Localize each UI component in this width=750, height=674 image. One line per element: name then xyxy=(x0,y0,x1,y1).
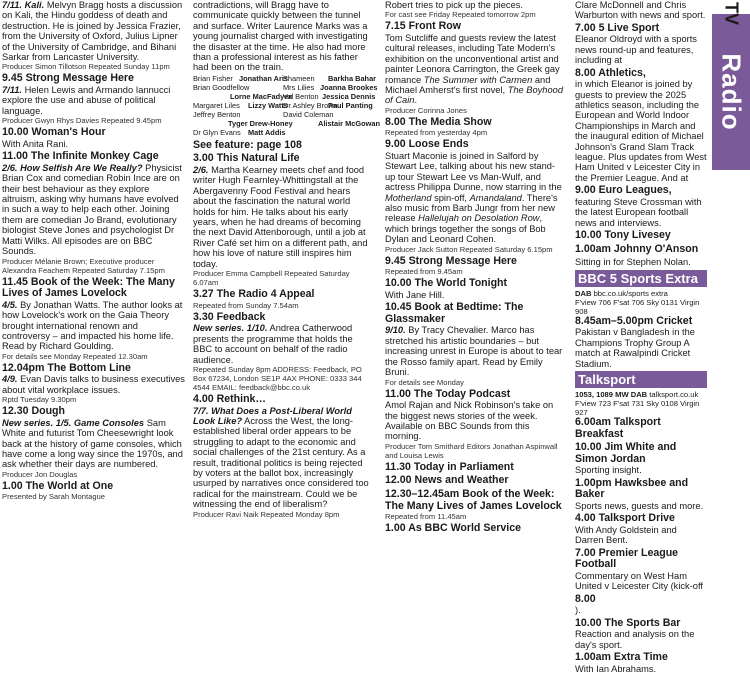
programme-description xyxy=(575,34,707,65)
programme-heading xyxy=(193,153,371,165)
programme-time: 3.30 xyxy=(193,310,214,323)
description-text: featuring Steve Crossman with the latest European football news and interviews. xyxy=(575,196,702,228)
description-text: Eleanor Oldroyd with a sports news round-up and features, including at xyxy=(575,34,697,66)
programme-title: The Radio 4 Appeal xyxy=(216,288,315,301)
cast-member: Lorne MacFadyen xyxy=(230,91,293,101)
programme-listing xyxy=(2,127,185,149)
programme-title: Talksport Drive xyxy=(598,512,675,525)
programme-time: 7.00 xyxy=(575,546,596,559)
programme-heading xyxy=(2,151,185,163)
programme-title: The Media Show xyxy=(408,115,492,128)
description-text: With Andy Goldstein and Darren Bent. xyxy=(575,524,677,546)
programme-listing xyxy=(193,312,371,392)
episode-lead: 7/11. xyxy=(2,85,22,96)
description-text: ). xyxy=(575,605,581,616)
programme-heading xyxy=(575,230,707,242)
programme-listing xyxy=(385,256,564,277)
cast-member: Brian Goodfellow xyxy=(193,82,250,92)
programme-title: This Natural Life xyxy=(216,152,300,165)
programme-time: 10.00 xyxy=(575,441,602,454)
production-credits: Producer Emma Campbell Repeated Saturday 6.07am xyxy=(193,269,350,288)
programme-listing xyxy=(385,278,564,300)
programme-time: 4.00 xyxy=(193,392,214,405)
production-credits: Repeated from yesterday 4pm xyxy=(385,128,488,138)
cast-member: Joanna Brookes xyxy=(320,82,378,92)
programme-description xyxy=(575,629,707,650)
cast-member: Barkha Bahar xyxy=(328,73,377,83)
programme-listing xyxy=(575,185,707,228)
programme-description xyxy=(2,418,185,470)
programme-listing xyxy=(575,478,707,512)
programme-description xyxy=(2,139,185,149)
production-credits: Producer Jon Douglas xyxy=(2,469,78,479)
description-text: Sam White and futurist Tom Cheesewright look back at the history of game consoles, which have come a long way since the 1970s, and ask whether their days are numbered. xyxy=(2,417,183,470)
programme-title: The Sports Bar xyxy=(604,616,681,629)
programme-title: Book at Bedtime: The Glassmaker xyxy=(385,301,524,325)
programme-title: Cricket xyxy=(656,314,693,327)
cast-member: Margaret Liles xyxy=(193,100,240,110)
programme-listing xyxy=(575,618,707,650)
cast-member: Val Benton xyxy=(283,91,319,101)
programme-time: 12.30–12.45am xyxy=(385,487,460,500)
programme-time: 12.00 xyxy=(385,474,412,487)
episode-lead: New series. 1/5. Game Consoles xyxy=(2,417,145,428)
programme-title: Dough xyxy=(31,405,66,418)
programme-title: Rethink… xyxy=(216,392,267,405)
programme-title: The Infinite Monkey Cage xyxy=(30,150,159,163)
radio-section-tab xyxy=(712,0,750,170)
description-text: Sitting in for Stephen Nolan. xyxy=(575,257,691,268)
programme-time: 3.27 xyxy=(193,288,214,301)
programme-title: Johnny O'Anson xyxy=(613,242,699,255)
column-4 xyxy=(575,0,707,674)
programme-heading xyxy=(575,478,707,501)
programme-description xyxy=(575,525,707,546)
programme-listing xyxy=(575,417,707,440)
cast-member: Matt Addis xyxy=(248,127,286,137)
episode-lead: 7/7. What Does a Post-Liberal World Look Like? xyxy=(193,405,352,426)
programme-time: 9.45 xyxy=(385,254,406,267)
programme-heading xyxy=(193,289,371,301)
production-credits: For details see Monday Repeated 12.30am xyxy=(2,351,148,361)
description-text: Helen Lewis and Armando Iannucci explore the use and abuse of political language. xyxy=(2,85,171,116)
programme-time: 8.45am–5.00pm xyxy=(575,314,654,327)
programme-listing xyxy=(2,406,185,479)
cast-member: Dr Glyn Evans xyxy=(193,127,241,137)
programme-description xyxy=(2,0,185,62)
programme-listing xyxy=(385,117,564,138)
description-text: Sports news, guests and more. xyxy=(575,500,704,511)
description-text: Reaction and analysis on the day's sport. xyxy=(575,629,695,650)
programme-title: The Today Podcast xyxy=(413,387,511,400)
episode-lead: 7/11. Kali. xyxy=(2,0,45,10)
programme-time: 11.45 xyxy=(2,275,28,288)
column-3 xyxy=(385,0,564,535)
feature-reference: See feature: page 108 xyxy=(193,138,302,151)
programme-title: The World at One xyxy=(25,479,114,492)
cast-member: Mrs Lilies xyxy=(283,82,315,92)
programme-listing xyxy=(2,151,185,274)
programme-listing xyxy=(385,139,564,253)
programme-title: Premier League Football xyxy=(575,546,679,571)
programme-description xyxy=(575,465,707,475)
programme-heading xyxy=(193,312,371,324)
description-text: Stuart Maconie is joined in Salford by Stewart Lee, talking about his new stand-up tour Stewart Lee vs Man-Wulf, and actress Philippa Dunne, now starring in the Motherland spin-off, Amandaland. There's also music from Barb Jungr from her new release Hallelujah on Desolation Row, which brings together the songs of Bob Dylan and Leonard Cohen. xyxy=(385,151,562,245)
programme-time: 10.45 xyxy=(385,301,412,314)
description-text: Sporting insight. xyxy=(575,465,642,476)
cast-list xyxy=(193,73,381,138)
programme-heading xyxy=(575,652,707,664)
programme-title: As BBC World Service xyxy=(408,522,522,535)
description-text: Across the West, the long-established liberal order appears to be struggling to adapt to the economic and social challenges of the 21st century. As a result, traditional politics is being rejected by voters at the ballot box, increasingly usurped by narratives once considered too radical for the mainstream. Could we be witnessing the end of liberalism? xyxy=(193,415,369,510)
programme-title: The Bottom Line xyxy=(47,361,131,374)
programme-description xyxy=(193,165,371,269)
programme-time: 10.00 xyxy=(385,277,412,290)
channel-band-5-sports-extra: BBC 5 Sports Extra xyxy=(575,270,707,287)
programme-title: Strong Message Here xyxy=(408,254,517,267)
cast-member: Jonathan Aris xyxy=(239,73,289,83)
programme-time: 6.00am xyxy=(575,415,611,428)
programme-description xyxy=(193,323,371,365)
programme-time: 12.04pm xyxy=(2,361,45,374)
description-text: By Jonathan Watts. The author looks at how Lovelock's work on the Gaia Theory brought international renown and controversy – and impacted his home life. Read by Richard Goulding. xyxy=(2,299,183,352)
description-text: Commentary on West Ham United v Leicester City (kick-off xyxy=(575,570,703,592)
production-credits: Repeated from Sunday 7.54am xyxy=(193,300,299,310)
programme-listing xyxy=(193,153,371,287)
programme-description xyxy=(385,0,564,10)
programme-description xyxy=(2,374,185,395)
programme-listing xyxy=(2,363,185,404)
programme-heading xyxy=(385,489,564,512)
cast-member: Tyger Drew-Honey xyxy=(228,118,293,128)
programme-heading xyxy=(575,23,707,35)
programme-heading xyxy=(575,417,707,440)
programme-heading xyxy=(385,278,564,290)
programme-listing xyxy=(2,277,185,361)
programme-title: Book of the Week: The Many Lives of James Lovelock xyxy=(385,487,562,512)
programme-heading xyxy=(575,316,707,328)
programme-heading xyxy=(2,127,185,139)
programme-time: 8.00 xyxy=(385,115,406,128)
description-text: Andrea Catherwood presents the programme that holds the BBC to account on behalf of the radio audience. xyxy=(193,323,353,365)
description-text: By Tracy Chevalier. Marco has stretched his artistic boundaries – but increasing unrest in Europe is about to tear the Rosso family apart. Read by Emily Bruni. xyxy=(385,325,563,378)
channel-band-talksport: Talksport xyxy=(575,371,707,388)
programme-title: Euro Leagues, xyxy=(598,184,672,197)
programme-title: Today in Parliament xyxy=(413,460,514,473)
programme-time: 1.00am xyxy=(575,242,611,255)
programme-heading xyxy=(2,73,185,85)
programme-time: 7.15 xyxy=(385,20,406,33)
programme-time: 1.00 xyxy=(385,522,406,535)
production-credits: Presented by Sarah Montague xyxy=(2,492,106,502)
programme-listing xyxy=(385,462,564,474)
programme-time: 10.00 xyxy=(575,616,602,629)
production-credits: Producer Ravi Naik Repeated Monday 8pm xyxy=(193,509,340,519)
description-text: With Jane Hill. xyxy=(385,289,445,300)
programme-time: 9.45 xyxy=(2,72,23,85)
programme-heading xyxy=(385,256,564,268)
production-credits: Producer Jack Sutton Repeated Saturday 6.15pm xyxy=(385,244,553,254)
programme-time: 10.00 xyxy=(2,126,29,139)
cast-member: Jessica Dennis xyxy=(322,91,376,101)
programme-listing xyxy=(2,481,185,502)
programme-listing xyxy=(385,21,564,114)
programme-heading xyxy=(575,618,707,630)
description-text: Clare McDonnell and Chris Warburton with news and sport. xyxy=(575,0,706,21)
description-text: Melvyn Bragg hosts a discussion on Kali, the Hindu goddess of death and destruction. He is joined by Jessica Frazier, from the University of Oxford, Julius Lipner of the University of Cambridge, and Bihani Sarkar from Lancaster University. xyxy=(2,0,183,63)
tv-section-label: TV xyxy=(721,1,742,26)
programme-time: 9.00 xyxy=(575,184,596,197)
production-credits: Repeated Sunday 8pm ADDRESS: Feedback, PO Box 67234, London SE1P 4AX PHONE: 0333 344 4544 EMAIL: feedback@bbc.co.uk xyxy=(193,364,362,392)
radio-section-label: Radio xyxy=(716,53,747,131)
programme-title: News and Weather xyxy=(414,474,509,487)
programme-title: Tony Livesey xyxy=(604,229,671,242)
cast-member: Jeffrey Benton xyxy=(193,109,241,119)
programme-listing xyxy=(2,0,185,71)
programme-listing xyxy=(575,244,707,256)
cast-member: Dr Ashley Brown xyxy=(283,100,338,110)
programme-title: Feedback xyxy=(216,310,266,323)
programme-description xyxy=(575,0,707,21)
description-text: Martha Kearney meets chef and food writer Hugh Fearnley-Whittingstall at the Abergavenny Food Festival and hears about the fascination the natural world holds for him. He talks about his early years, when he had dreams of becoming the next David Attenborough, until a job at River Café set him on a different path, and how his love of nature still inspires him today. xyxy=(193,165,368,269)
programme-description xyxy=(575,501,707,511)
programme-heading xyxy=(385,302,564,325)
programme-heading xyxy=(2,481,185,493)
programme-time: 3.00 xyxy=(193,152,214,165)
programme-heading xyxy=(385,523,564,535)
programme-title: The World Tonight xyxy=(414,277,508,290)
description-text: in which Eleanor is joined by guests to preview the 2025 athletics season, including the European and World Indoor Championships in March and the inaugural edition of Michael Johnson's Grand Slam Track league. Plus updates from West Ham United v Leicester City in the Premier League. And at xyxy=(575,79,707,183)
description-text: With Ian Abrahams. xyxy=(575,663,657,674)
programme-listing xyxy=(575,513,707,545)
production-credits: Repeated from 11.45am xyxy=(385,512,467,522)
programme-heading xyxy=(385,475,564,487)
channel-frequencies: DAB bbc.co.uk/sports extra F'view 706 F'sat 706 Sky 0131 Virgin 908 xyxy=(575,288,700,316)
production-credits: For cast see Friday Repeated tomorrow 2pm xyxy=(385,10,536,20)
programme-description xyxy=(385,400,564,442)
programme-title: Athletics, xyxy=(598,66,646,79)
programme-description xyxy=(2,300,185,352)
programme-listing xyxy=(575,442,707,476)
description-text: Physicist Brian Cox and comedian Robin Ince are on their best behaviour as they explore altruism, asking why humans have evolved in such a way to help each other. Joining them are comedian Jo Brand, evolutionary biologist Steve Jones and psychologist Dr Matti Wilks. All episodes are on BBC Sounds. xyxy=(2,162,182,257)
programme-title: Book of the Week: The Many Lives of James Lovelock xyxy=(2,275,175,300)
production-credits: Producer Mélanie Brown; Executive producer Alexandra Feachem Repeated Saturday 7.15pm xyxy=(2,256,165,275)
programme-description xyxy=(2,163,185,257)
programme-description xyxy=(575,257,707,267)
programme-description xyxy=(575,605,707,615)
programme-heading xyxy=(575,244,707,256)
programme-time: 4.00 xyxy=(575,512,596,525)
programme-time: 8.00 xyxy=(575,592,596,605)
programme-time: 11.30 xyxy=(385,460,411,473)
programme-listing xyxy=(575,652,707,674)
description-text: Robert tries to pick up the pieces. xyxy=(385,0,523,10)
production-credits: Rptd Tuesday 9.30pm xyxy=(2,395,77,405)
production-credits: Producer Tom Smithard Editors Jonathan Aspinwall and Louisa Lewis xyxy=(385,441,558,460)
programme-heading xyxy=(575,442,707,465)
programme-title: 5 Live Sport xyxy=(598,21,660,34)
programme-title: Woman's Hour xyxy=(31,126,106,139)
programme-description xyxy=(2,85,185,116)
programme-heading xyxy=(575,185,707,197)
programme-time: 12.30 xyxy=(2,405,29,418)
programme-time: 8.00 xyxy=(575,66,596,79)
production-credits: Producer Gwyn Rhys Davies Repeated 9.45pm xyxy=(2,116,162,126)
programme-heading xyxy=(193,394,371,406)
programme-title: Hawksbee and Baker xyxy=(575,476,689,501)
episode-lead: 2/6. xyxy=(193,165,209,176)
programme-listing xyxy=(385,0,564,19)
episode-lead: 4/9. xyxy=(2,374,18,385)
programme-description xyxy=(575,664,707,674)
production-credits: Producer Simon Tillotson Repeated Sunday 11pm xyxy=(2,62,170,72)
programme-description xyxy=(193,0,371,73)
programme-description xyxy=(193,406,371,510)
programme-heading xyxy=(575,68,707,80)
programme-title: Front Row xyxy=(408,20,461,33)
programme-title: Jim White and Simon Jordan xyxy=(575,441,677,465)
cast-member: Lizzy Watts xyxy=(248,100,288,110)
programme-listing xyxy=(575,0,707,21)
programme-time: 10.00 xyxy=(575,229,602,242)
column-2 xyxy=(193,0,381,519)
programme-heading xyxy=(2,277,185,300)
programme-title: Talksport Breakfast xyxy=(575,415,661,440)
programme-description xyxy=(575,327,707,369)
programme-listing xyxy=(193,394,371,519)
tv-section-tab xyxy=(712,0,750,26)
cast-member: Alistair McGowan xyxy=(318,118,381,128)
description-text: Pakistan v Bangladesh in the Champions Trophy Group A match at Rawalpindi Cricket Stadium. xyxy=(575,327,695,369)
description-text: contradictions, will Bragg have to communicate quickly between the tunnel and surface. Writer Laurence Marks was a young journalist charged with investigating the disaster at the time. He also had more than a professional interest as his father had been on the train. xyxy=(193,0,368,73)
programme-time: 7.00 xyxy=(575,21,596,34)
programme-heading xyxy=(575,594,707,606)
episode-lead: 2/6. How Selfish Are We Really? xyxy=(2,162,143,173)
programme-description xyxy=(385,290,564,300)
programme-time: 1.00 xyxy=(2,479,23,492)
episode-lead: 9/10. xyxy=(385,325,406,336)
production-credits: Repeated from 9.45am xyxy=(385,267,463,277)
programme-listing xyxy=(2,73,185,125)
programme-description xyxy=(575,79,707,183)
programme-time: 9.00 xyxy=(385,138,406,151)
programme-description xyxy=(385,325,564,377)
programme-time: 11.00 xyxy=(385,387,411,400)
description-text: Amol Rajan and Nick Robinson's take on the biggest news stories of the week. Available on BBC Sounds from this morning. xyxy=(385,400,554,442)
programme-listing xyxy=(385,489,564,521)
production-credits: Producer Corinna Jones xyxy=(385,105,467,115)
programme-listing xyxy=(193,289,371,310)
programme-heading xyxy=(575,548,707,571)
cast-member: Paul Panting xyxy=(328,100,373,110)
programme-title: Extra Time xyxy=(613,651,668,664)
programme-heading xyxy=(385,389,564,401)
description-text: With Anita Rani. xyxy=(2,138,69,149)
programme-listing xyxy=(575,594,707,616)
programme-heading xyxy=(385,21,564,33)
programme-title: Loose Ends xyxy=(408,138,469,151)
cast-member: Brian Fisher xyxy=(193,73,233,83)
episode-lead: New series. 1/10. xyxy=(193,323,268,334)
programme-heading xyxy=(2,363,185,375)
programme-heading xyxy=(385,139,564,151)
column-1 xyxy=(2,0,185,502)
description-text: Evan Davis talks to business executives about vital workplace issues. xyxy=(2,374,185,395)
programme-title: Strong Message Here xyxy=(25,72,134,85)
programme-time: 1.00am xyxy=(575,651,611,664)
production-credits: For details see Monday xyxy=(385,377,464,387)
programme-listing xyxy=(575,68,707,184)
programme-time: 1.00pm xyxy=(575,476,612,489)
side-margin xyxy=(712,170,750,421)
programme-listing xyxy=(575,257,707,267)
programme-heading xyxy=(385,117,564,129)
programme-listing xyxy=(385,475,564,487)
programme-listing xyxy=(385,302,564,386)
description-text: Tom Sutcliffe and guests review the latest cultural releases, including Tate Modern's exhibition on the unconventional artist and painter Leonora Carrington, the Greek gay romance The Summer with Carmen and Michael Amherst's first novel, The Boyhood of Cain. xyxy=(385,33,563,106)
programme-description xyxy=(575,571,707,592)
programme-listing xyxy=(575,23,707,66)
cast-member: David Coleman xyxy=(283,109,334,119)
programme-description xyxy=(575,197,707,228)
programme-heading xyxy=(2,406,185,418)
programme-listing xyxy=(385,523,564,535)
programme-description xyxy=(385,151,564,245)
programme-heading xyxy=(385,462,564,474)
programme-listing xyxy=(385,389,564,460)
cast-member: Shameen xyxy=(283,73,315,83)
programme-listing xyxy=(575,316,707,369)
programme-description xyxy=(385,33,564,106)
programme-listing xyxy=(575,230,707,242)
episode-lead: 4/5. xyxy=(2,299,18,310)
programme-time: 11.00 xyxy=(2,150,28,163)
programme-listing xyxy=(575,548,707,592)
programme-heading xyxy=(575,513,707,525)
programme-listing xyxy=(193,0,371,73)
channel-frequencies: 1053, 1089 MW DAB talksport.co.uk F'view 723 F'sat 731 Sky 0108 Virgin 927 xyxy=(575,389,700,417)
